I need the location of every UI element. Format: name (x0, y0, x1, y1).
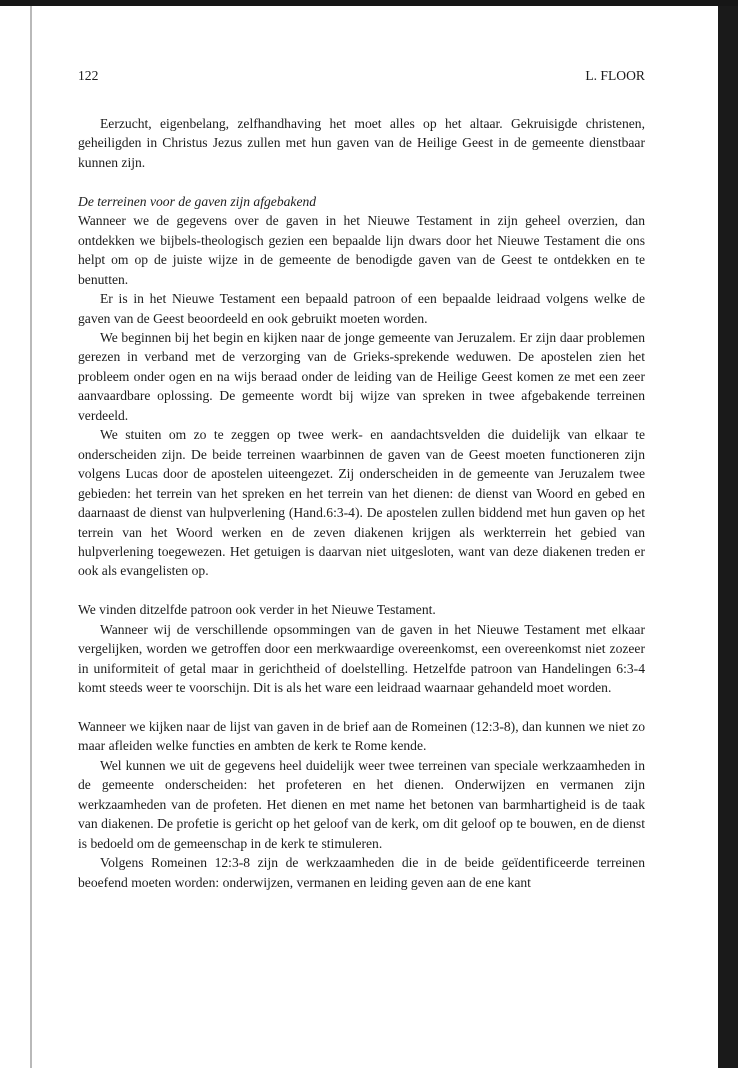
scan-edge-top (0, 0, 738, 6)
section-heading: De terreinen voor de gaven zijn afgebakend (78, 193, 317, 209)
running-title: L. FLOOR (585, 68, 645, 83)
paragraph-gap (78, 581, 645, 600)
scan-edge-right (718, 6, 738, 1068)
scan-edge-left (30, 6, 32, 1068)
paragraph-6: We vinden ditzelfde patroon ook verder in het Nieuwe Testament. (78, 602, 436, 618)
paragraph-2: Wanneer we de gegevens over de gaven in het Nieuwe Testament in zijn geheel overzien, dan ontdekken we bijbels-theologisch gezien een bepaalde lijn dwars door het Nieuwe Testament die ons helpt om op de juiste wijze in de gemeente de benodigde gaven van de Geest te ontdekken en te benutten. (78, 213, 645, 287)
paragraph-9: Wel kunnen we uit de gegevens heel duidelijk weer twee terreinen van speciale werkzaamheden in de gemeente onderscheiden: het profeteren en het dienen. Onderwijzen en vermanen zijn werkzaamheden van de profeten. Het dienen en met name het betonen van barmhartigheid is de taak van diakenen. De profetie is gericht op het geloof van de kerk, om dit geloof op te bouwen, en de dienst is bedoeld om de gemeenschap in de kerk te stimuleren. (78, 757, 645, 851)
page-content (78, 66, 645, 892)
paragraph-1: Eerzucht, eigenbelang, zelfhandhaving het moet alles op het altaar. Gekruisigde christenen, geheiligden in Christus Jezus zullen met hun gaven van de Heilige Geest in de gemeente dienstbaar kunnen zijn. (78, 116, 645, 170)
paragraph-gap (78, 698, 645, 717)
paragraph-5: We stuiten om zo te zeggen op twee werk- en aandachtsvelden die duidelijk van elkaar te onderscheiden zijn. De beide terreinen waarbinnen de gaven van de Geest moeten functioneren zijn volgens Lucas door de apostelen uiteengezet. Zij onderscheiden in de gemeente van Jeruzalem twee gebieden: het terrein van het spreken en het terrein van het dienen: de dienst van Woord en gebed en daarnaast de dienst van hulpverlening (Hand.6:3-4). De apostelen zullen biddend met hun gaven op het terrein van het Woord werken en de zeven diakenen krijgen als werkterrein het gebied van hulpverlening toegewezen. Het getuigen is daarvan niet uitgesloten, want van deze diakenen treden er ook als evangelisten op. (78, 427, 645, 579)
paragraph-7: Wanneer wij de verschillende opsommingen van de gaven in het Nieuwe Testament met elkaar vergelijken, worden we getroffen door een merkwaardige overeenkomst, een overeenkomst niet zozeer in uniformiteit of getal maar in gerichtheid of doelstelling. Hetzelfde patroon van Handelingen 6:3-4 komt steeds weer te voorschijn. Dit is als het ware een leidraad waarnaar gehandeld moet worden. (78, 621, 645, 696)
page-number: 122 (78, 68, 99, 83)
paragraph-8: Wanneer we kijken naar de lijst van gaven in de brief aan de Romeinen (12:3-8), dan kunnen we niet zo maar afleiden welke functies en ambten de kerk te Rome kende. (78, 719, 645, 754)
paragraph-3: Er is in het Nieuwe Testament een bepaald patroon of een bepaalde leidraad volgens welke de gaven van de Geest beoordeeld en ook gebruikt moeten worden. (78, 291, 645, 326)
running-header (78, 66, 645, 85)
paragraph-gap (78, 172, 645, 191)
paragraph-4: We beginnen bij het begin en kijken naar de jonge gemeente van Jeruzalem. Er zijn daar problemen gerezen in verband met de verzorging van de Grieks-sprekende weduwen. De apostelen zien het probleem onder ogen en na wijs beraad onder de leiding van de Heilige Geest komen ze met een zeer aanvaardbare oplossing. De gemeente wordt bij wijze van spreken in twee afgebakende terreinen verdeeld. (78, 329, 645, 423)
paragraph-10: Volgens Romeinen 12:3-8 zijn de werkzaamheden die in de beide geïdentificeerde terreinen beoefend moeten worden: onderwijzen, vermanen en leiding geven aan de ene kant (78, 855, 645, 890)
